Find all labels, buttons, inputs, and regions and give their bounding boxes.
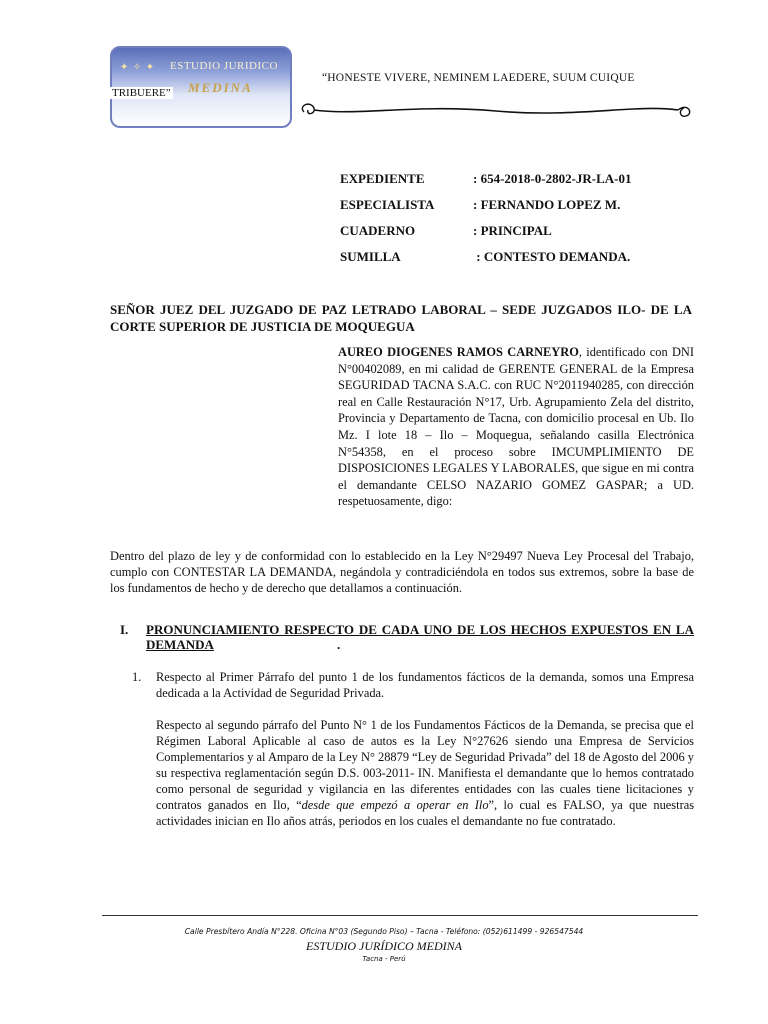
case-header-label: EXPEDIENTE <box>340 171 425 186</box>
case-header-row <box>340 197 632 223</box>
case-header-value: : PRINCIPAL <box>473 223 552 238</box>
case-header-value: : CONTESTO DEMANDA. <box>473 249 631 264</box>
paragraph-text: ”, lo cual es FALSO, ya que nuestras actividades inician en Ilo años atrás, periodos en los cuales el demandante no fue contratado. <box>156 798 695 828</box>
footer-firm-name: ESTUDIO JURÍDICO MEDINA <box>306 939 462 953</box>
list-item <box>132 669 694 701</box>
paragraph-text: Respecto al segundo párrafo del Punto N° 1 de los Fundamentos Fácticos de la Demanda, se precisa que el Régimen Laboral Aplicable al caso de autos es la Ley N°27626 siendo una Empresa de Servicios Complementarios y al Amparo de la Ley N° 28879 “Ley de Seguridad Privada” del 18 de Agosto del 2006 y su respectiva reglamentación según D.S. 003-2011- IN. Manifiesta el demandante que lo hemos contratado como personal de seguridad y vigilancia en las diferentes entidades con las cuales tiene licitaciones y contratos ganados en Ilo, “ <box>156 718 694 812</box>
logo-ornament: ✦ ✧ ✦ <box>120 62 156 73</box>
footer-divider <box>102 915 698 916</box>
case-header-row <box>340 223 632 249</box>
motto: “HONESTE VIVERE, NEMINEM LAEDERE, SUUM CUIQUE <box>322 72 635 84</box>
logo-title: ESTUDIO JURIDICO <box>170 60 278 72</box>
party-identification <box>338 344 694 510</box>
addressee: SEÑOR JUEZ DEL JUZGADO DE PAZ LETRADO LABORAL – SEDE JUZGADOS ILO- DE LA CORTE SUPERIOR DE JUSTICIA DE MOQUEGUA <box>110 302 692 334</box>
section-title: PRONUNCIAMIENTO RESPECTO DE CADA UNO DE LOS HECHOS EXPUESTOS EN LA DEMANDA <box>146 622 694 652</box>
intro-paragraph: Dentro del plazo de ley y de conformidad con lo establecido en la Ley N°29497 Nueva Ley Procesal del Trabajo, cumplo con CONTESTAR LA DEMANDA, negándola y contradiciéndola en todos sus extremos, sobre la base de los fundamentos de hecho y de derecho que detallamos a continuación. <box>110 549 694 595</box>
list-item-paragraph: Respecto al Primer Párrafo del punto 1 de los fundamentos fácticos de la demanda, somos una Empresa dedicada a la Actividad de Seguridad Privada. <box>156 670 694 700</box>
case-header-label: ESPECIALISTA <box>340 197 435 212</box>
quoted-phrase: desde que empezó a operar en Ilo <box>301 798 489 812</box>
footer-city: Tacna - Perú <box>362 955 406 963</box>
case-header <box>340 171 632 275</box>
motto-continuation: TRIBUERE” <box>112 87 171 99</box>
case-header-label: SUMILLA <box>340 249 401 264</box>
case-header-value: : FERNANDO LOPEZ M. <box>473 197 621 212</box>
footer-address: Calle Presbítero Andía N°228. Oficina N°03 (Segundo Piso) – Tacna - Teléfono: (052)611499 - 926547544 <box>184 927 584 936</box>
list-item-number: 1. <box>132 670 142 684</box>
party-text: , identificado con DNI N°00402089, en mi calidad de GERENTE GENERAL de la Empresa SEGURIDAD TACNA S.A.C. con RUC N°2011940285, con dirección real en Calle Restauración N°17, Urb. Agrupamiento Zela del distrito, Provincia y Departamento de Tacna, con domicilio procesal en Ub. Ilo Mz. I lote 18 – Ilo – Moquegua, señalando casilla Electrónica N°54358, en el proceso sobre IMCUMPLIMIENTO DE DISPOSICIONES LEGALES Y LABORALES, que sigue en mi contra el demandante CELSO NAZARIO GOMEZ GASPAR; a UD. respetuosamente, digo: <box>338 345 694 509</box>
logo-name: MEDINA <box>188 80 253 95</box>
section-title-period: . <box>337 637 341 652</box>
case-header-row <box>340 171 632 197</box>
decorative-flourish <box>296 98 696 124</box>
section-number: I. <box>120 622 129 637</box>
case-header-value: : 654-2018-0-2802-JR-LA-01 <box>473 171 632 186</box>
section-heading <box>120 622 694 652</box>
case-header-label: CUADERNO <box>340 223 416 238</box>
case-header-row <box>340 249 632 275</box>
list-item-paragraph <box>156 717 694 829</box>
party-name: AUREO DIOGENES RAMOS CARNEYRO <box>338 345 579 359</box>
